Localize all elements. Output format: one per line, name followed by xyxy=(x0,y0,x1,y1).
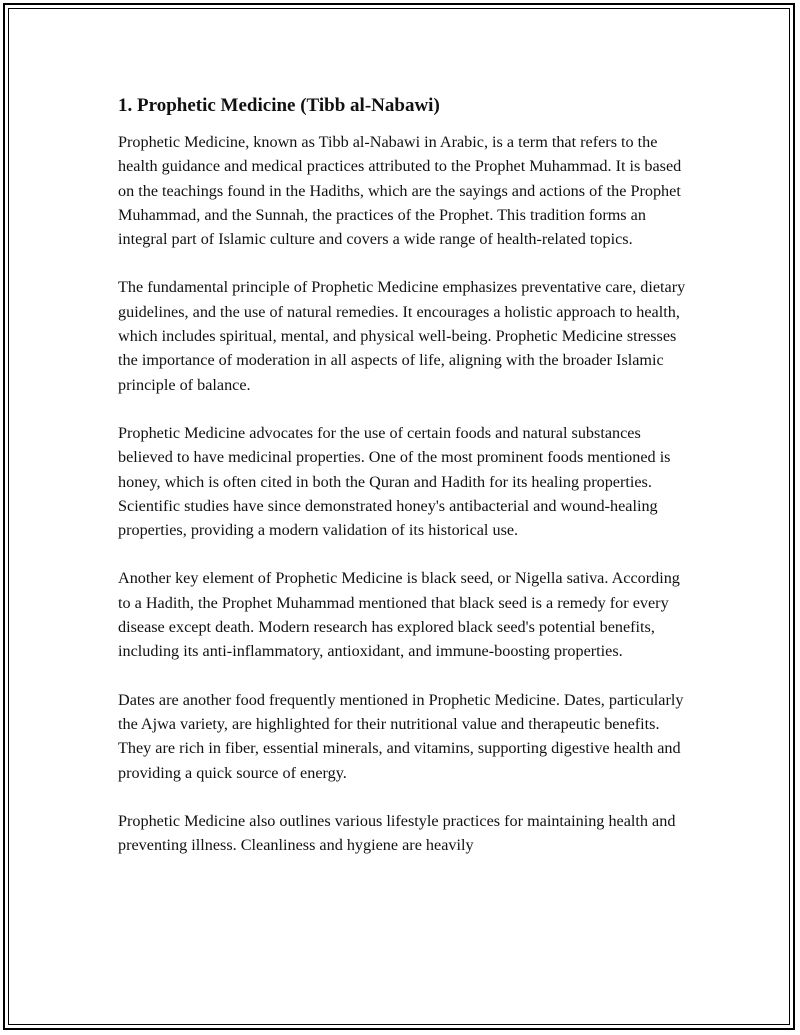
section-heading: 1. Prophetic Medicine (Tibb al-Nabawi) xyxy=(118,95,440,116)
paragraph-dates: Dates are another food frequently mentioned in Prophetic Medicine. Dates, particularly the Ajwa variety, are highlighted for their nutritional value and therapeutic benefits. They are rich in fiber, essential minerals, and vitamins, supporting digestive health and providing a quick source of energy. xyxy=(118,690,684,782)
paragraph-lifestyle: Prophetic Medicine also outlines various lifestyle practices for maintaining health and preventing illness. Cleanliness and hygiene are heavily xyxy=(118,811,676,855)
document-body xyxy=(118,94,693,881)
paragraph-intro: Prophetic Medicine, known as Tibb al-Nabawi in Arabic, is a term that refers to the health guidance and medical practices attributed to the Prophet Muhammad. It is based on the teachings found in the Hadiths, which are the sayings and actions of the Prophet Muhammad, and the Sunnah, the practices of the Prophet. This tradition forms an integral part of Islamic culture and covers a wide range of health-related topics. xyxy=(118,133,682,249)
paragraph-black-seed: Another key element of Prophetic Medicine is black seed, or Nigella sativa. According to a Hadith, the Prophet Muhammad mentioned that black seed is a remedy for every disease except death. Modern research has explored black seed's potential benefits, including its anti-inflammatory, antioxidant, and immune-boosting properties. xyxy=(118,569,680,661)
paragraph-principles: The fundamental principle of Prophetic Medicine emphasizes preventative care, dietary guidelines, and the use of natural remedies. It encourages a holistic approach to health, which includes spiritual, mental, and physical well-being. Prophetic Medicine stresses the importance of moderation in all aspects of life, aligning with the broader Islamic principle of balance. xyxy=(118,278,686,394)
paragraph-honey: Prophetic Medicine advocates for the use of certain foods and natural substances believed to have medicinal properties. One of the most prominent foods mentioned is honey, which is often cited in both the Quran and Hadith for its healing properties. Scientific studies have since demonstrated honey's antibacterial and wound-healing properties, providing a modern validation of its historical use. xyxy=(118,423,671,540)
